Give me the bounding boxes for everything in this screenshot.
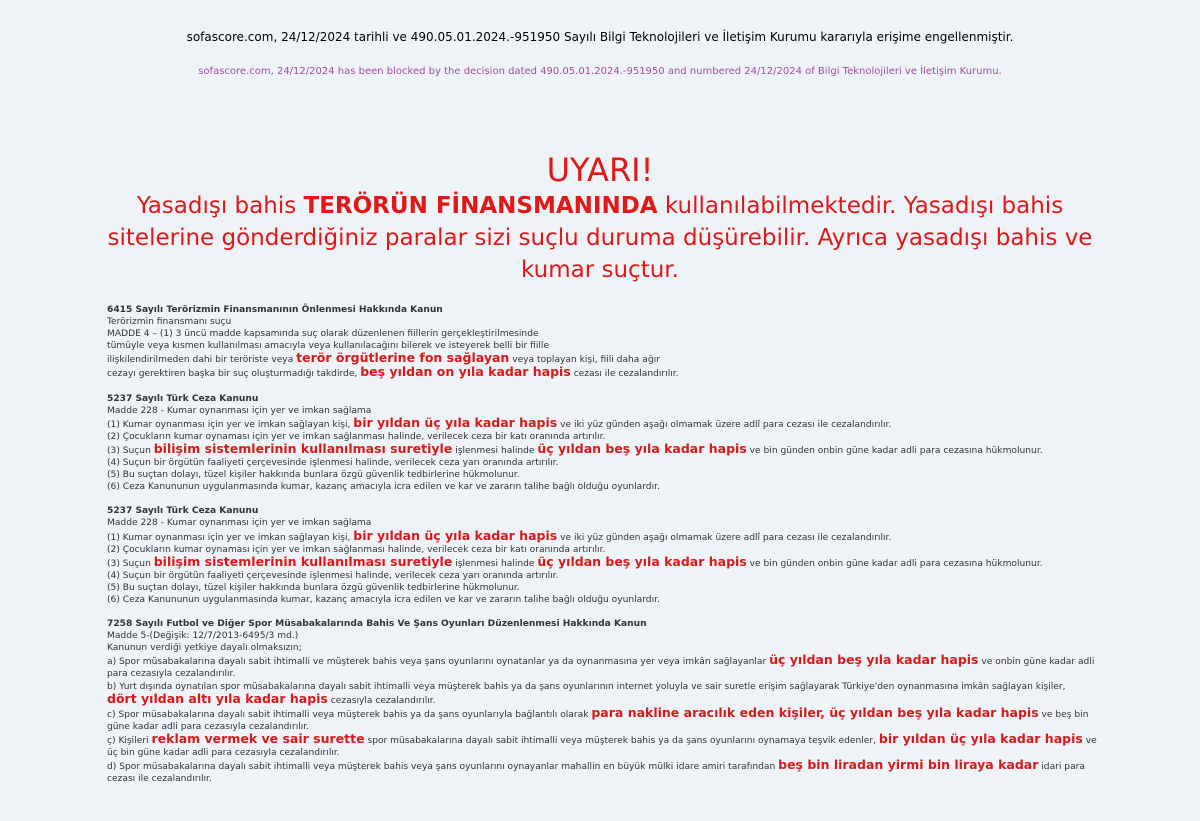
penalty-highlight: bir yıldan üç yıla kadar hapis <box>353 414 558 430</box>
law-text: cezasıyla cezalandırılır. <box>327 695 436 706</box>
law-text: d) Spor müsabakalarına dayalı sabit ihtimalli veya müşterek bahis veya şans oyunlarını oynayanlar mahallin en büyük mülki idare amiri tarafından <box>107 762 779 773</box>
penalty-highlight: dört yıldan altı yıla kadar hapis <box>107 690 328 706</box>
law-line <box>107 594 1097 606</box>
law-line <box>107 414 1097 431</box>
law-text: MADDE 4 – (1) 3 üncü madde kapsamında suç olarak düzenlenen fiillerin gerçekleştirilmesinde <box>107 329 539 340</box>
warning-text-part: Yasadışı bahis <box>136 193 304 219</box>
law-line <box>107 457 1097 469</box>
law-line <box>107 582 1097 594</box>
law-text: ilişkilendirilmeden dahi bir teröriste veya <box>107 355 297 366</box>
law-text: idari para cezası ile cezalandırılır. <box>107 762 1085 785</box>
law-text: (3) Suçun <box>107 558 154 569</box>
warning-text-part: kullanılabilmektedir. Yasadışı bahis sitelerine gönderdiğiniz paralar sizi suçlu duruma düşürebilir. Ayrıca yasadışı bahis ve kumar suçtur. <box>107 193 1093 283</box>
law-text: Terörizmin finansmanı suçu <box>107 317 232 328</box>
penalty-highlight: bilişim sistemlerinin kullanılması suretiyle <box>153 440 453 456</box>
penalty-highlight: bilişim sistemlerinin kullanılması suretiyle <box>153 553 453 569</box>
law-text: ve üç bin güne kadar adli para cezasıyla cezalandırılır. <box>107 735 1097 758</box>
law-text: (3) Suçun <box>107 445 154 456</box>
law-line <box>107 570 1097 582</box>
law-text: (2) Çocukların kumar oynaması için yer ve imkan sağlanması halinde, verilecek ceza bir katı oranında artırılır. <box>107 431 606 442</box>
law-text: Madde 5-(Değişik: 12/7/2013-6495/3 md.) <box>107 631 299 642</box>
law-line <box>107 328 1097 340</box>
warning-box <box>90 150 1110 286</box>
penalty-highlight: reklam vermek ve sair surette <box>151 730 365 746</box>
law-text: Kanunun verdiği yetkiye dayalı olmaksızın; <box>107 643 302 654</box>
penalty-highlight: bir yıldan üç yıla kadar hapis <box>878 730 1083 746</box>
penalty-highlight: beş yıldan on yıla kadar hapis <box>360 364 571 380</box>
law-text: cezası ile cezalandırılır. <box>570 369 679 380</box>
law-text: ve bin günden onbin güne kadar adli para cezasına hükmolunur. <box>746 558 1043 569</box>
law-section <box>107 304 1097 381</box>
law-line <box>107 654 1097 680</box>
law-line <box>107 352 1097 366</box>
law-text: (4) Suçun bir örgütün faaliyeti çerçevesinde işlenmesi halinde, verilecek ceza yarı oranında artırılır. <box>107 570 559 581</box>
penalty-highlight: üç yıldan beş yıla kadar hapis <box>769 652 979 668</box>
block-notice-tr: sofascore.com, 24/12/2024 tarihli ve 490.05.01.2024.-951950 Sayılı Bilgi Teknolojileri ve İletişim Kurumu kararıyla erişime engellenmiştir. <box>186 30 1014 44</box>
law-section <box>107 618 1097 785</box>
law-text: ve iki yüz günden aşağı olmamak üzere adlî para cezası ile cezalandırılır. <box>557 419 892 430</box>
law-line <box>107 517 1097 529</box>
law-text: ve beş bin güne kadar adli para cezasıyla cezalandırılır. <box>107 709 1089 732</box>
law-text: ç) Kişileri <box>107 735 152 746</box>
law-text: veya toplayan kişi, fiili daha ağır <box>509 355 660 366</box>
law-text: (2) Çocukların kumar oynaması için yer ve imkan sağlanması halinde, verilecek ceza bir katı oranında artırılır. <box>107 544 606 555</box>
law-text: b) Yurt dışında oynatılan spor müsabakalarına dayalı sabit ihtimalli veya müşterek bahis ya da şans oyunlarının internet yoluyla ve sair suretle erişim sağlayarak Türkiye'den oynanmasına imkân sağlayan kişiler, <box>107 681 1066 692</box>
penalty-highlight: bir yıldan üç yıla kadar hapis <box>353 527 558 543</box>
law-text: (6) Ceza Kanununun uygulanmasında kumar, kazanç amacıyla icra edilen ve kar ve zararın talihe bağlı olduğu oyunlardır. <box>107 594 660 605</box>
law-text: işlenmesi halinde <box>452 445 538 456</box>
law-line <box>107 366 1097 380</box>
law-text: Madde 228 - Kumar oynanması için yer ve imkan sağlama <box>107 518 372 529</box>
law-text: (6) Ceza Kanununun uygulanmasında kumar, kazanç amacıyla icra edilen ve kar ve zararın talihe bağlı olduğu oyunlardır. <box>107 482 660 493</box>
penalty-highlight: terör örgütlerine fon sağlayan <box>296 350 510 366</box>
warning-text-emphasis: TERÖRÜN FİNANSMANINDA <box>303 193 658 219</box>
law-title: 7258 Sayılı Futbol ve Diğer Spor Müsabakalarında Bahis Ve Şans Oyunları Düzenlenmesi Hakkında Kanun <box>107 619 647 630</box>
law-text: ve onbin güne kadar adli para cezasıyla cezalandırılır. <box>107 657 1095 680</box>
law-list <box>107 304 1097 797</box>
law-title: 5237 Sayılı Türk Ceza Kanunu <box>107 393 259 404</box>
law-line <box>107 340 1097 352</box>
law-text: c) Spor müsabakalarına dayalı sabit ihtimalli veya müşterek bahis ya da şans oyunlarıyla bağlantılı olarak <box>107 709 592 720</box>
law-text: spor müsabakalarına dayalı sabit ihtimalli veya müşterek bahis ya da şans oyunlarını oynamaya teşvik edenler, <box>364 735 879 746</box>
law-text: ve bin günden onbin güne kadar adli para cezasına hükmolunur. <box>746 445 1043 456</box>
law-text: cezayı gerektiren başka bir suç oluşturmadığı takdirde, <box>107 369 361 380</box>
law-title: 6415 Sayılı Terörizmin Finansmanının Önlenmesi Hakkında Kanun <box>107 305 443 315</box>
law-text: ve iki yüz günden aşağı olmamak üzere adlî para cezası ile cezalandırılır. <box>557 532 892 543</box>
law-line <box>107 527 1097 544</box>
law-section <box>107 393 1097 494</box>
law-line <box>107 316 1097 328</box>
penalty-highlight: beş bin liradan yirmi bin liraya kadar <box>778 757 1039 773</box>
warning-text <box>90 190 1110 286</box>
penalty-highlight: üç yıldan beş yıla kadar hapis <box>537 553 747 569</box>
law-line <box>107 759 1097 785</box>
law-section <box>107 505 1097 606</box>
law-text: (1) Kumar oynanması için yer ve imkan sağlayan kişi, <box>107 419 354 430</box>
law-line <box>107 469 1097 481</box>
law-line <box>107 481 1097 493</box>
law-line <box>107 681 1097 707</box>
law-text: (1) Kumar oynanması için yer ve imkan sağlayan kişi, <box>107 532 354 543</box>
law-text: Madde 228 - Kumar oynanması için yer ve imkan sağlama <box>107 405 372 416</box>
law-title: 5237 Sayılı Türk Ceza Kanunu <box>107 506 259 517</box>
block-notice-en: sofascore.com, 24/12/2024 has been blocked by the decision dated 490.05.01.2024.-951950 and numbered 24/12/2024 of Bilgi Teknolojileri ve İletişim Kurumu. <box>198 66 1002 77</box>
warning-title: UYARI! <box>546 151 654 189</box>
law-line <box>107 730 1097 759</box>
law-text: işlenmesi halinde <box>452 558 538 569</box>
law-line <box>107 440 1097 457</box>
law-text: (5) Bu suçtan dolayı, tüzel kişiler hakkında bunlara özgü güvenlik tedbirlerine hükmolunur. <box>107 470 520 481</box>
law-text: (5) Bu suçtan dolayı, tüzel kişiler hakkında bunlara özgü güvenlik tedbirlerine hükmolunur. <box>107 582 520 593</box>
law-text: (4) Suçun bir örgütün faaliyeti çerçevesinde işlenmesi halinde, verilecek ceza yarı oranında artırılır. <box>107 458 559 469</box>
penalty-highlight: üç yıldan beş yıla kadar hapis <box>537 440 747 456</box>
law-text: a) Spor müsabakalarına dayalı sabit ihtimalli ve müşterek bahis veya şans oyunlarını oynatanlar ya da oynanmasına yer veya imkân sağlayanlar <box>107 657 770 668</box>
penalty-highlight: para nakline aracılık eden kişiler, üç yıldan beş yıla kadar hapis <box>591 704 1039 720</box>
law-text: tümüyle veya kısmen kullanılması amacıyla veya kullanılacağını bilerek ve isteyerek belli bir fiille <box>107 341 550 352</box>
law-line <box>107 630 1097 642</box>
law-line <box>107 704 1097 733</box>
law-line <box>107 553 1097 570</box>
law-line <box>107 405 1097 417</box>
